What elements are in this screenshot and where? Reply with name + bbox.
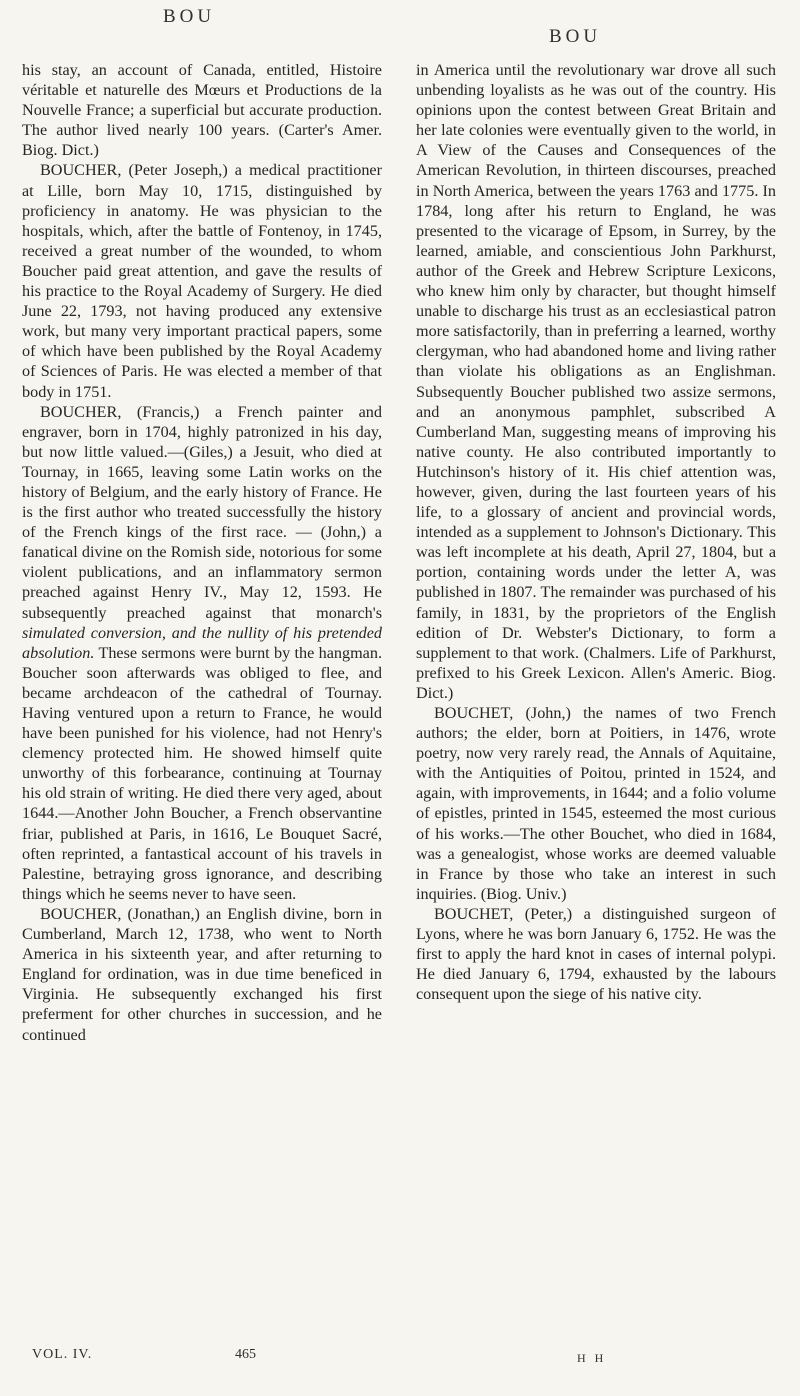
entry-boucher-peter-joseph: BOUCHER, (Peter Joseph,) a medical practitioner at Lille, born May 10, 1715, distinguished by proficiency in anatomy. He was physician to the hospitals, which, after the battle of Fontenoy, in 1745, received a great number of the wounded, to whom Boucher paid great attention, and gave the results of his practice to the Royal Academy of Surgery. He died June 22, 1793, not having produced any extensive work, but many very important practical papers, some of which have been published by the Royal Academy of Sciences of Paris. He was elected a member of that body in 1751. [22,161,382,401]
volume-label: VOL. IV. [32,1347,93,1362]
entry-boucher-francis [22,402,382,904]
entry-boucher-jonathan: BOUCHER, (Jonathan,) an English divine, born in Cumberland, March 12, 1738, who went to North America in his sixteenth year, and after returning to England for ordination, was in due time beneficed in Virginia. He subsequently exchanged his first preferment for other churches in succession, and he continued [22,904,382,1044]
entry-bouchet-john: BOUCHET, (John,) the names of two French authors; the elder, born at Poitiers, in 1476, wrote poetry, now very rarely read, the Annals of Aquitaine, with the Antiquities of Poitou, printed in 1524, and again, with improvements, in 1644; and a folio volume of epistles, printed in 1545, esteemed the most curious of his works.—The other Bouchet, who died in 1684, was a genealogist, whose works are deemed valuable in France by those who take an interest in such inquiries. (Biog. Univ.) [416,704,776,903]
entry-continuation: his stay, an account of Canada, entitled, Histoire véritable et naturelle des Mœurs et Productions de la Nouvelle France; a superficial but accurate production. The author lived nearly 100 years. (Carter's Amer. Biog. Dict.) [22,61,382,160]
signature-mark: H H [577,1351,607,1365]
page-number: 465 [235,1347,256,1362]
right-column [416,60,776,1004]
entry-boucher-jonathan-continued: in America until the revolutionary war drove all such unbending loyalists as he was out of the country. His opinions upon the contest between Great Britain and her late colonies were eventually given to the world, in A View of the Causes and Consequences of the American Revolution, in thirteen discourses, preached in North America, between the years 1763 and 1775. In 1784, long after his return to England, he was presented to the vicarage of Epsom, in Surrey, by the learned, amiable, and conscientious John Parkhurst, author of the Greek and Hebrew Scripture Lexicons, who knew him only by character, but thought himself unable to discharge his trust as an ecclesiastical patron more satisfactorily, than in preferring a learned, worthy clergyman, who had abandoned home and living rather than violate his obligations as an Englishman. Subsequently Boucher published two assize sermons, and an anonymous pamphlet, subscribed A Cumberland Man, suggesting means of improving his native county. He also contributed importantly to Hutchinson's history of it. His chief attention was, however, given, during the last fourteen years of his life, to a glossary of ancient and provincial words, intended as a supplement to Johnson's Dictionary. This was left incomplete at his death, April 27, 1804, but a portion, containing words under the letter A, was published in 1807. The remainder was purchased of his family, in 1831, by the proprietors of the English edition of Dr. Webster's Dictionary, to form a supplement to that work. (Chalmers. Life of Parkhurst, prefixed to his Greek Lexicon. Allen's Americ. Biog. Dict.) [416,61,776,702]
entry-boucher-francis-end: These sermons were burnt by the hangman. Boucher soon afterwards was obliged to flee, and became archdeacon of the cathedral of Tournay. Having ventured upon a return to France, he would have been punished for his violence, had not Henry's clemency protected him. He showed himself quite unworthy of this forbearance, continuing at Tournay his old strain of writing. He died there very aged, about 1644.—Another John Boucher, a French observantine friar, published at Paris, in 1616, Le Bouquet Sacré, often reprinted, a fantastical account of his travels in Palestine, betraying gross ignorance, and describing things which he seems never to have seen. [22,643,382,903]
entry-bouchet-peter: BOUCHET, (Peter,) a distinguished surgeon of Lyons, where he was born January 6, 1752. He was the first to apply the hard knot in cases of internal polypi. He died January 6, 1794, exhausted by the labours consequent upon the siege of his native city. [416,904,776,1004]
running-head-left: BOU [163,6,216,27]
entry-boucher-francis-text: BOUCHER, (Francis,) a French painter and engraver, born in 1704, highly patronized in his day, but now little valued.—(Giles,) a Jesuit, who died at Tournay, in 1665, leaving some Latin works on the history of Belgium, and the early history of France. He is the first author who treated successfully the history of the French kings of the first race. — (John,) a fanatical divine on the Romish side, notorious for some violent publications, and an inflammatory sermon preached against Henry IV., May 12, 1593. He subsequently preached against that monarch's [22,402,382,622]
entry-boucher-francis-italic: simulated conversion, and the nullity of his pretended absolution. [22,623,382,662]
running-head-right: BOU [549,26,602,47]
left-column [22,60,382,1045]
